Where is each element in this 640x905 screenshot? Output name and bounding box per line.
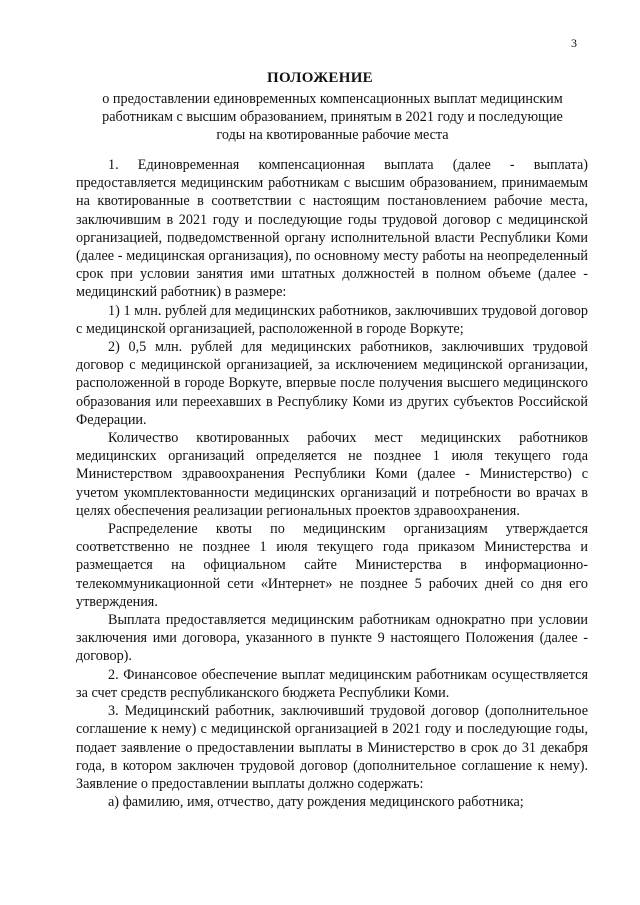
page-number: 3 [571, 36, 577, 50]
paragraph-clause-3: 3. Медицинский работник, заключивший трудовой договор (дополнительное соглашение к нему) с медицинской организацией в 2021 году и последующие годы, подает заявление о предоставлении выплаты в Министерство в срок до 31 декабря года, в котором заключен трудовой договор (дополнительное соглашение к нему). Заявление о предоставлении выплаты должно содержать: [76, 703, 588, 792]
paragraph-subclause-2: 2) 0,5 млн. рублей для медицинских работников, заключивших трудовой договор с медицинской организацией, за исключением медицинской организации, расположенной в городе Воркуте, впервые после получения высшего медицинского образования или переехавших в Республику Коми из других субъектов Российской Федерации. [76, 339, 588, 428]
paragraph-quota-distribution: Распределение квоты по медицинским организациям утверждается соответственно не позднее 1 июля текущего года приказом Министерства и размещается на официальном сайте Министерства в информационно-телекоммуникационной сети «Интернет» не позднее 5 рабочих дней со дня его утверждения. [76, 521, 588, 610]
paragraph-item-a: а) фамилию, имя, отчество, дату рождения медицинского работника; [108, 794, 524, 811]
subtitle-line: работникам с высшим образованием, принятым в 2021 году и последующие [102, 109, 563, 125]
document-subtitle [80, 90, 585, 144]
paragraph-clause-1: 1. Единовременная компенсационная выплата (далее - выплата) предоставляется медицинским работникам с высшим образованием, принимаемым на квотированные в соответствии с настоящим постановлением рабочие места, заключившим в 2021 году и последующие годы трудовой договор с медицинской организацией, подведомственной органу исполнительной власти Республики Коми (далее - медицинская организация), по основному месту работы на неопределенный срок при условии занятия ими штатных должностей в полном объеме (далее - медицинский работник) в размере: [76, 157, 588, 301]
document-title: ПОЛОЖЕНИЕ [267, 70, 373, 86]
paragraph-clause-2: 2. Финансовое обеспечение выплат медицинским работникам осуществляется за счет средств республиканского бюджета Республики Коми. [76, 666, 588, 701]
subtitle-line: о предоставлении единовременных компенсационных выплат медицинским [102, 91, 563, 107]
subtitle-line: годы на квотированные рабочие места [216, 127, 449, 143]
paragraph-subclause-1: 1) 1 млн. рублей для медицинских работников, заключивших трудовой договор с медицинской организацией, расположенной в городе Воркуте; [76, 302, 588, 337]
paragraph-payment-once: Выплата предоставляется медицинским работникам однократно при условии заключения ими договора, указанного в пункте 9 настоящего Положения (далее - договор). [76, 612, 588, 665]
paragraph-quota-count: Количество квотированных рабочих мест медицинских работников медицинских организаций определяется не позднее 1 июля текущего года Министерством здравоохранения Республики Коми (далее - Министерство) с учетом укомплектованности медицинских организаций и потребности во врачах в целях обеспечения реализации региональных проектов здравоохранения. [76, 430, 588, 519]
document-body [76, 156, 588, 811]
